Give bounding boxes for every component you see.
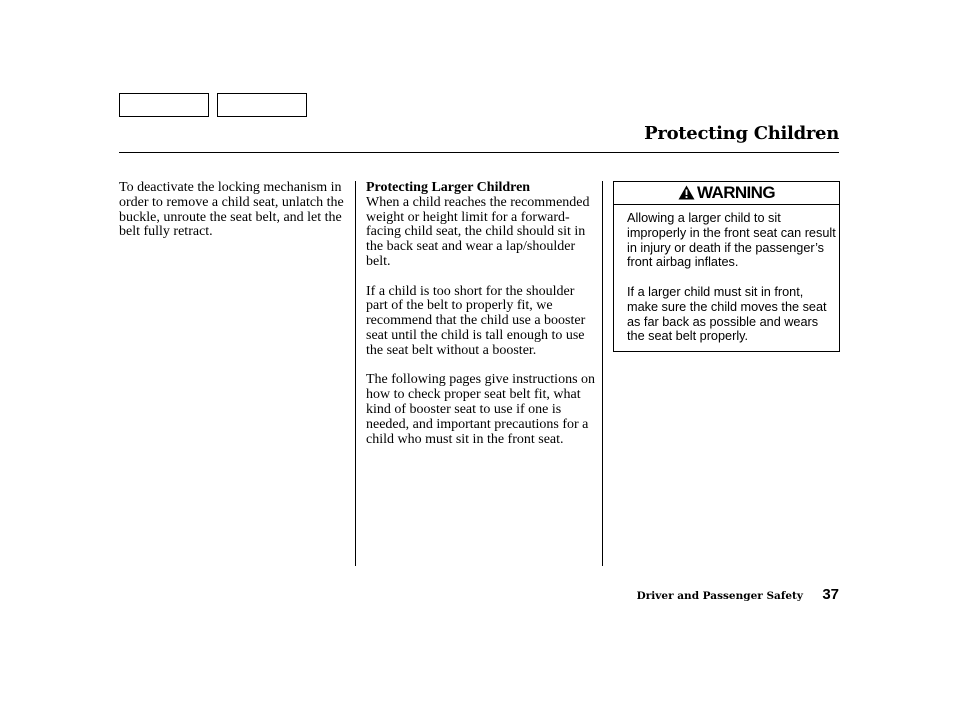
warning-box bbox=[613, 181, 840, 352]
warning-header bbox=[614, 182, 839, 205]
warning-triangle-icon bbox=[678, 185, 695, 200]
column-left bbox=[119, 181, 347, 255]
paragraph: The following pages give instructions on how to check proper seat belt fit, what kind of booster seat to use if one is needed, and important precautions for a child who must sit in the front seat. bbox=[366, 372, 596, 447]
header-rule bbox=[119, 152, 839, 153]
warning-paragraph: If a larger child must sit in front, make sure the child moves the seat as far back as possible and wears the seat belt properly. bbox=[627, 284, 827, 344]
column-divider-2 bbox=[602, 181, 603, 566]
warning-body bbox=[627, 211, 837, 359]
nav-tab-box-1[interactable] bbox=[119, 93, 209, 117]
paragraph: If a child is too short for the shoulder part of the belt to properly fit, we recommend that the child use a booster seat until the child is tall enough to use the seat belt without a booster. bbox=[366, 283, 586, 358]
paragraph: When a child reaches the recommended weight or height limit for a forward-facing child seat, the child should sit in the back seat and wear a lap/shoulder belt. bbox=[366, 194, 590, 269]
page-number: 37 bbox=[822, 586, 839, 603]
warning-label: WARNING bbox=[697, 183, 775, 202]
warning-paragraph: Allowing a larger child to sit improperly in the front seat can result in injury or death if the passenger’s front airbag inflates. bbox=[627, 211, 836, 270]
nav-tab-box-2[interactable] bbox=[217, 93, 307, 117]
paragraph: To deactivate the locking mechanism in order to remove a child seat, unlatch the buckle, unroute the seat belt, and let the belt fully retract. bbox=[119, 180, 344, 240]
column-middle bbox=[366, 181, 598, 462]
footer-section-title: Driver and Passenger Safety bbox=[636, 590, 803, 602]
section-heading: Protecting Larger Children bbox=[366, 180, 531, 195]
page-title: Protecting Children bbox=[644, 123, 839, 144]
column-divider-1 bbox=[355, 181, 356, 566]
